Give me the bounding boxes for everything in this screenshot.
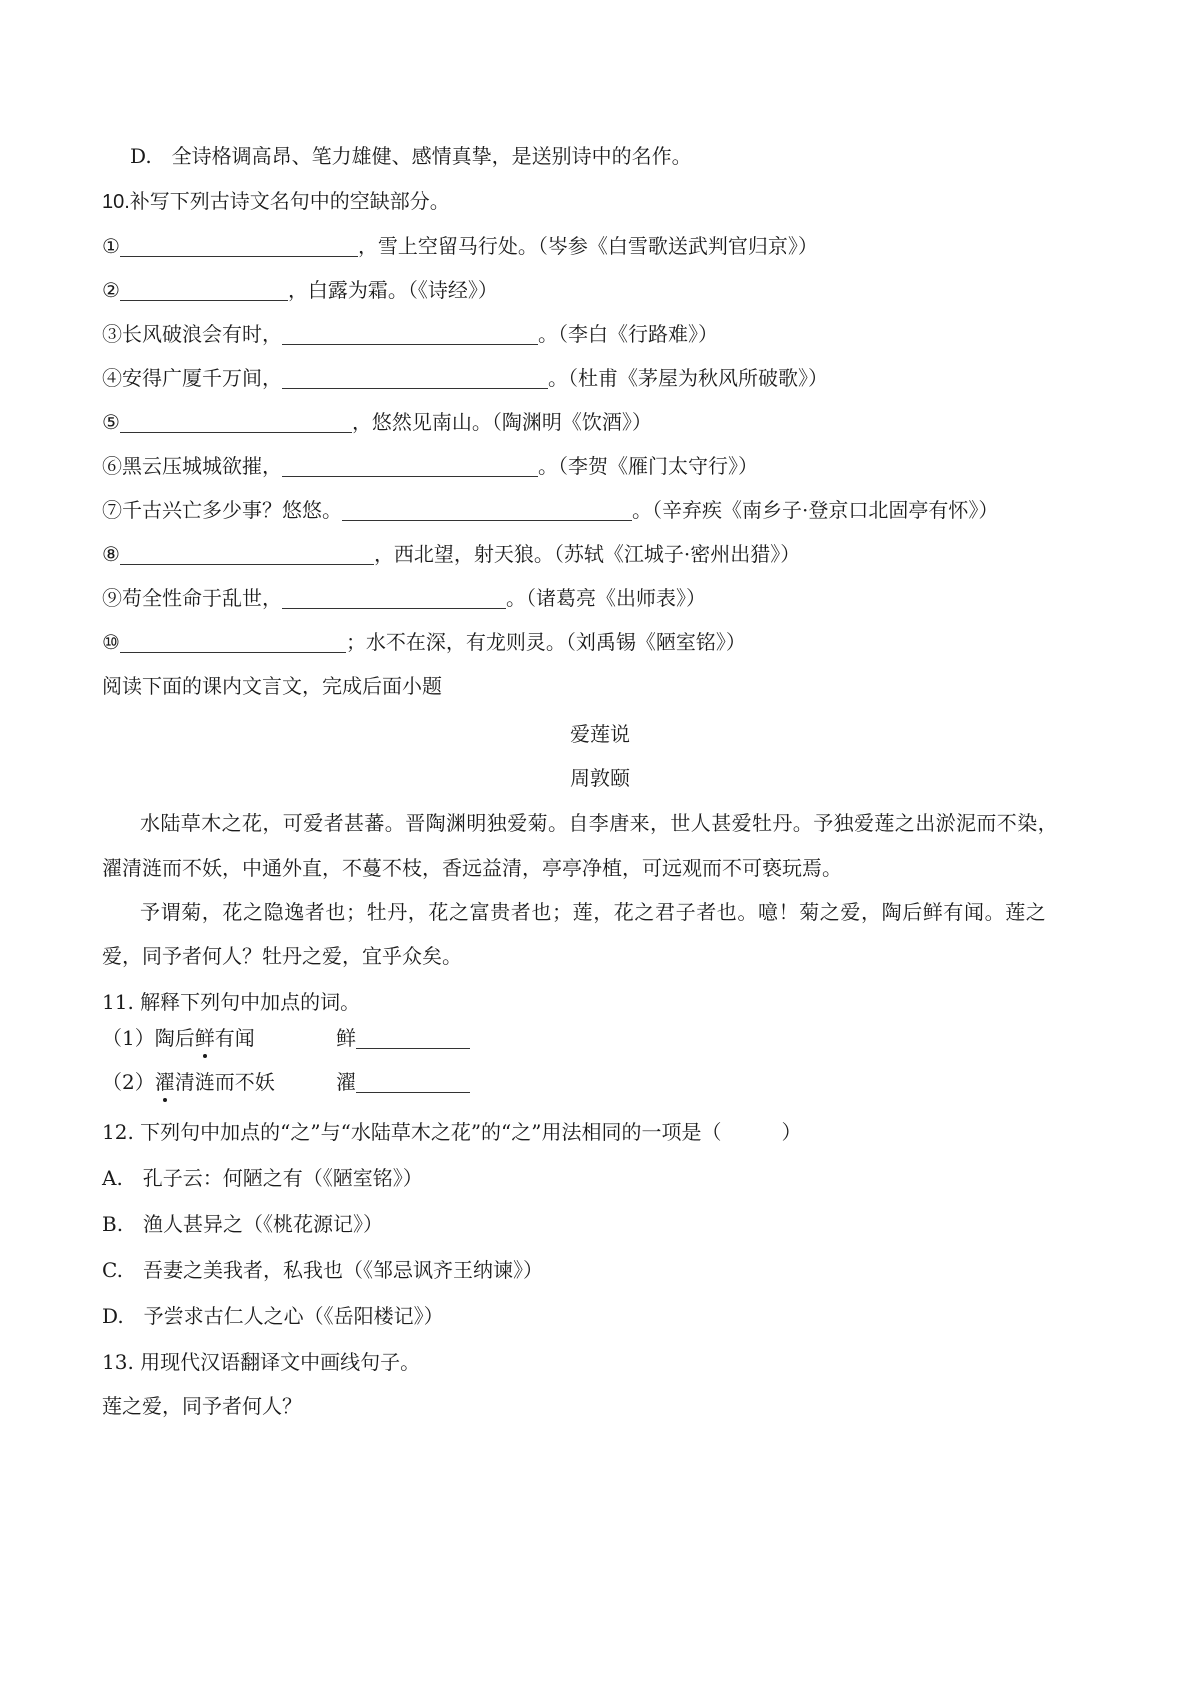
answer-blank[interactable]	[120, 412, 352, 433]
dotted-word: 濯	[154, 1070, 175, 1094]
q13-sentence: 莲之爱，同予者何人？	[102, 1394, 302, 1418]
answer-blank[interactable]	[282, 324, 538, 345]
reading-intro: 阅读下面的课内文言文，完成后面小题	[102, 674, 442, 698]
q12-option-d[interactable]: D. 予尝求古仁人之心（《岳阳楼记》）	[102, 1304, 444, 1328]
q9-option-d: D. 全诗格调高昂、笔力雄健、感情真挚，是送别诗中的名作。	[130, 144, 692, 168]
q11-item-1: （1）陶后鲜有闻	[102, 1026, 255, 1050]
answer-blank[interactable]	[356, 1028, 470, 1049]
q13-title: 13. 用现代汉语翻译文中画线句子。	[102, 1350, 421, 1374]
q10-item-4: ④安得广厦千万间， 。（杜甫《茅屋为秋风所破歌》）	[102, 366, 828, 390]
answer-blank[interactable]	[282, 588, 506, 609]
q10-item-5: ⑤ ，悠然见南山。（陶渊明《饮酒》）	[102, 410, 652, 434]
q10-item-7: ⑦千古兴亡多少事？悠悠。 。（辛弃疾《南乡子·登京口北固亭有怀》）	[102, 498, 999, 522]
q12-title: 12. 下列句中加点的“之”与“水陆草木之花”的“之”用法相同的一项是（ ）	[102, 1120, 802, 1144]
answer-blank[interactable]	[120, 280, 288, 301]
answer-blank[interactable]	[342, 500, 632, 521]
q10-item-6: ⑥黑云压城城欲摧， 。（李贺《雁门太守行》）	[102, 454, 758, 478]
q12-option-a[interactable]: A. 孔子云：何陋之有（《陋室铭》）	[102, 1166, 423, 1190]
passage-p1-line2: 濯清涟而不妖，中通外直，不蔓不枝，香远益清，亭亭净植，可远观而不可亵玩焉。	[102, 856, 842, 880]
answer-blank[interactable]	[120, 544, 374, 565]
answer-blank[interactable]	[120, 632, 346, 653]
q11-answer-2: 濯	[336, 1068, 470, 1096]
dotted-word: 鲜	[194, 1026, 215, 1050]
q11-answer-1: 鲜	[336, 1024, 470, 1052]
passage-p1-line1: 水陆草木之花，可爱者甚蕃。晋陶渊明独爱菊。自李唐来，世人甚爱牡丹。予独爱莲之出淤泥而不染，	[140, 811, 1058, 835]
q10-title: 10.补写下列古诗文名句中的空缺部分。	[102, 191, 450, 213]
passage-author: 周敦颐	[570, 766, 630, 790]
q10-item-2: ② ，白露为霜。（《诗经》）	[102, 278, 498, 302]
answer-blank[interactable]	[356, 1072, 470, 1093]
q10-item-8: ⑧ ，西北望，射天狼。（苏轼《江城子·密州出猎》）	[102, 542, 801, 566]
q11-item-2: （2）濯清涟而不妖	[102, 1070, 275, 1094]
q10-item-3: ③长风破浪会有时， 。（李白《行路难》）	[102, 322, 718, 346]
q12-option-b[interactable]: B. 渔人甚异之（《桃花源记》）	[102, 1212, 384, 1236]
q10-item-1: ① ，雪上空留马行处。（岑参《白雪歌送武判官归京》）	[102, 234, 818, 258]
passage-title: 爱莲说	[570, 722, 630, 746]
answer-blank[interactable]	[282, 456, 538, 477]
answer-blank[interactable]	[120, 236, 358, 257]
q11-title: 11. 解释下列句中加点的词。	[102, 990, 361, 1014]
passage-p2-line2: 爱，同予者何人？牡丹之爱，宜乎众矣。	[102, 944, 462, 968]
answer-blank[interactable]	[282, 368, 548, 389]
passage-p2-line1: 予谓菊，花之隐逸者也；牡丹，花之富贵者也；莲，花之君子者也。噫！菊之爱，陶后鲜有闻。莲之	[140, 900, 1047, 924]
q10-item-10: ⑩ ；水不在深，有龙则灵。（刘禹锡《陋室铭》）	[102, 630, 746, 654]
q10-item-9: ⑨苟全性命于乱世， 。（诸葛亮《出师表》）	[102, 586, 706, 610]
q12-option-c[interactable]: C. 吾妻之美我者，私我也（《邹忌讽齐王纳谏》）	[102, 1258, 543, 1282]
